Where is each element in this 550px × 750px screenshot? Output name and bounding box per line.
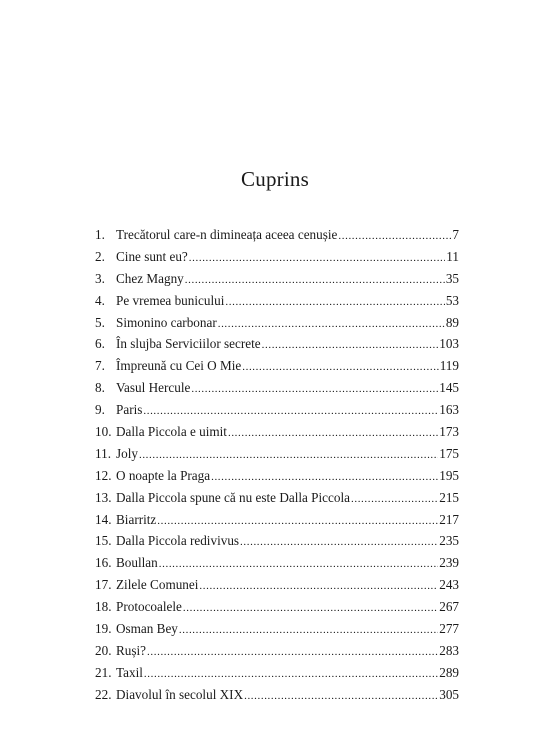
toc-entry-number: 17. [95,577,112,593]
toc-entry [95,685,459,707]
toc-entry-number: 2. [95,248,105,264]
toc-entry-page: 103 [439,336,459,352]
toc-entry-number: 9. [95,402,105,418]
toc-entry-leader-dots [242,357,438,377]
toc-entry-number: 15. [95,533,112,549]
toc-entry-page: 195 [439,467,459,483]
toc-entry-page: 163 [439,402,459,418]
toc-entry-title: Ruși? [116,642,147,658]
toc-entry-leader-dots [139,445,438,465]
toc-entry [95,510,459,532]
toc-entry-leader-dots [218,314,445,334]
toc-entry-page: 267 [439,599,459,615]
toc-entry [95,553,459,575]
toc-entry-number: 6. [95,336,105,352]
toc-entry-leader-dots [262,335,439,355]
toc-entry-title: Trecătorul care-n dimineața aceea cenușie [116,227,338,242]
toc-entry-title: În slujba Serviciilor secrete [116,336,261,352]
toc-entry-title: Diavolul în secolul XIX [116,686,244,702]
toc-entry [95,531,459,553]
toc-entry-page: 289 [439,664,459,680]
toc-entry [95,575,459,597]
toc-entry-page: 217 [439,511,459,527]
toc-entry-page: 215 [439,489,459,505]
toc-entry-number: 22. [95,686,112,702]
toc-entry-number: 20. [95,642,112,658]
toc-entry-title: Vasul Hercule [116,380,191,396]
toc-entry-title: Cine sunt eu? [116,248,188,264]
toc-entry-leader-dots [199,576,438,596]
toc-entry-title: Paris [116,402,143,418]
toc-entry-page: 305 [439,686,459,702]
toc-entry-title: Dalla Piccola spune că nu este Dalla Piccola [116,489,350,505]
toc-entry-title: Zilele Comunei [116,577,199,593]
toc-entry-number: 14. [95,511,112,527]
toc-entry [95,422,459,444]
toc-entry-leader-dots [240,532,438,552]
toc-entry-leader-dots [179,620,438,640]
toc-entry-title: Taxil [116,664,143,680]
toc-entry-leader-dots [183,598,438,618]
toc-entry-page: 235 [439,533,459,549]
toc-entry [95,313,459,335]
toc-entry-title: Chez Magny [116,270,184,286]
toc-entry-leader-dots [225,292,444,312]
toc-entry-leader-dots [147,642,438,662]
toc-entry-page: 277 [439,621,459,637]
toc-entry [95,400,459,422]
toc-entry-number: 12. [95,467,112,483]
toc-entry-leader-dots [211,467,438,487]
toc-entry-title: Dalla Piccola redivivus [116,533,240,549]
toc-entry-leader-dots [185,270,445,290]
toc-entry-title: Biarritz [116,511,157,527]
toc-entry-page: 239 [439,555,459,571]
toc-entry [95,641,459,663]
toc-entry-title: Osman Bey [116,621,178,637]
toc-entry-leader-dots [338,226,451,246]
toc-entry [95,356,459,378]
toc-entry-page: 7 [452,227,459,242]
toc-entry-number: 8. [95,380,105,396]
toc-entry [95,597,459,619]
toc-entry-number: 3. [95,270,105,286]
toc-entry-number: 21. [95,664,112,680]
toc-entry-number: 18. [95,599,112,615]
toc-entry-number: 16. [95,555,112,571]
toc-entry [95,269,459,291]
toc-entry-number: 4. [95,292,105,308]
toc-entry-leader-dots [244,686,438,706]
toc-entry-title: Dalla Piccola e uimit [116,424,227,440]
toc-entry-number: 19. [95,621,112,637]
toc-entry-page: 11 [446,248,459,264]
toc-entry-number: 7. [95,358,105,374]
toc-entry [95,488,459,510]
toc-entry [95,619,459,641]
toc-entry-leader-dots [143,401,438,421]
toc-entry-page: 283 [439,642,459,658]
toc-entry-leader-dots [159,554,438,574]
toc-entry-page: 243 [439,577,459,593]
page-title: Cuprins [241,167,309,191]
toc-entry-leader-dots [189,248,446,268]
toc-entry-leader-dots [191,379,438,399]
toc-entry [95,378,459,400]
toc-entry-number: 1. [95,227,105,242]
toc-entry-leader-dots [144,664,438,684]
toc-entry-page: 89 [445,314,459,330]
toc-entry [95,247,459,269]
toc-entry [95,444,459,466]
table-of-contents [95,225,459,707]
toc-entry-page: 173 [439,424,459,440]
toc-entry-page: 145 [439,380,459,396]
toc-entry [95,291,459,313]
toc-entry-leader-dots [228,423,438,443]
toc-entry-title: O noapte la Praga [116,467,211,483]
toc-entry-leader-dots [351,489,438,509]
toc-entry-page: 175 [439,445,459,461]
toc-entry-title: Joly [116,445,138,461]
toc-entry [95,334,459,356]
toc-entry [95,466,459,488]
toc-entry-page: 119 [439,358,459,374]
toc-entry [95,663,459,685]
toc-entry [95,225,459,247]
toc-entry-number: 10. [95,424,112,440]
toc-entry-title: Pe vremea bunicului [116,292,225,308]
toc-entry-number: 5. [95,314,105,330]
toc-entry-title: Boullan [116,555,158,571]
toc-entry-title: Împreună cu Cei O Mie [116,358,242,374]
toc-entry-number: 11. [95,445,111,461]
toc-entry-leader-dots [157,511,438,531]
toc-entry-page: 35 [445,270,459,286]
toc-entry-page: 53 [445,292,459,308]
toc-entry-title: Protocoalele [116,599,182,615]
toc-entry-number: 13. [95,489,112,505]
toc-entry-title: Simonino carbonar [116,314,217,330]
